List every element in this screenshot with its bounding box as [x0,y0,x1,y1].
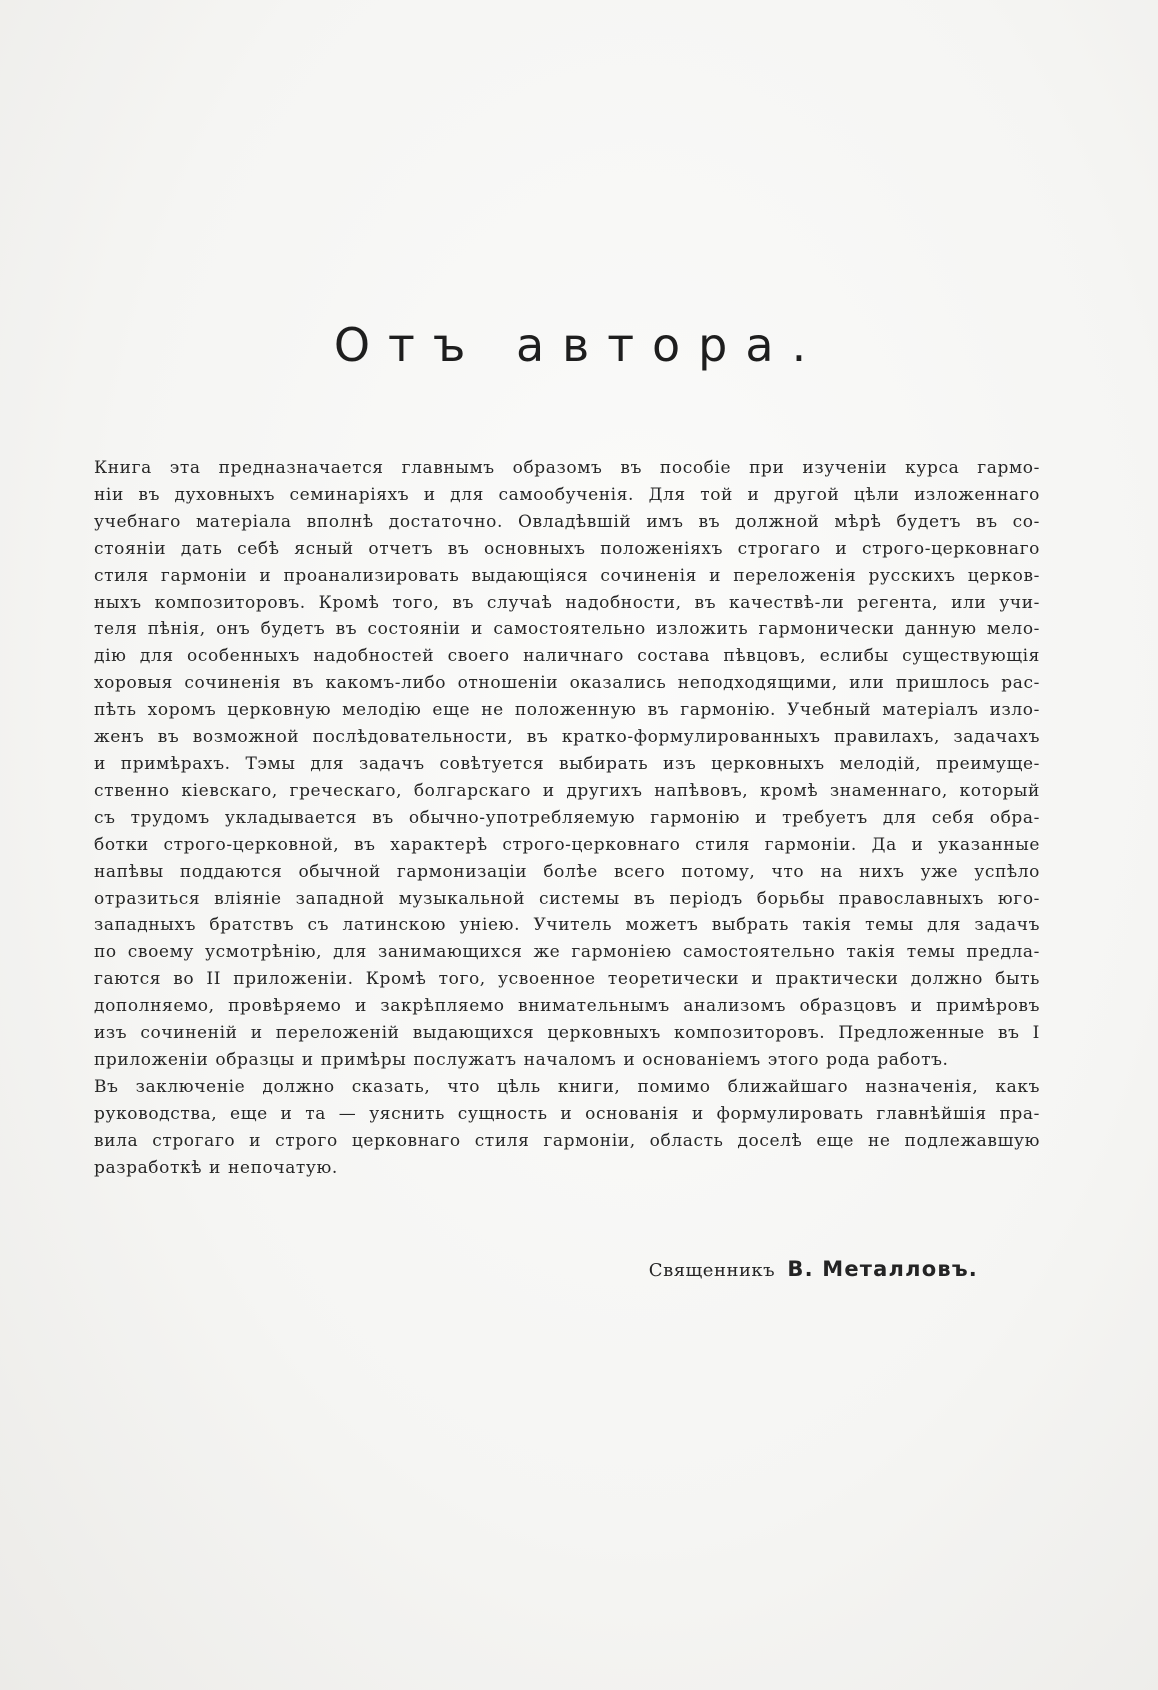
text-line: хоровыя сочиненія въ какомъ-либо отношеніи оказались неподходящими, или пришлось рас- [94,673,1040,694]
text-line: изъ сочиненій и переложеній выдающихся церковныхъ композиторовъ. Предложенные въ I [94,1023,1040,1044]
text-line: Въ заключеніе должно сказать, что цѣль книги, помимо ближайшаго назначенія, какъ [94,1076,1040,1097]
text-line: вила строгаго и строго церковнаго стиля гармоніи, область доселѣ еще не подлежавшую [94,1130,1040,1151]
text-line: учебнаго матеріала вполнѣ достаточно. Овладѣвшій имъ въ должной мѣрѣ будетъ въ со- [94,511,1040,532]
text-line: ственно кіевскаго, греческаго, болгарскаго и другихъ напѣвовъ, кромѣ знаменнаго, который [94,780,1040,801]
text-line: стиля гармоніи и проанализировать выдающіяся сочиненія и переложенія русскихъ церков- [94,565,1040,586]
body-text [94,455,1040,1181]
text-line: западныхъ братствъ съ латинскою уніею. Учитель можетъ выбрать такія темы для задачъ [94,915,1040,936]
text-line: отразиться вліяніе западной музыкальной системы въ періодъ борьбы православныхъ юго- [94,888,1040,909]
text-line: по своему усмотрѣнію, для занимающихся же гармоніею самостоятельно такія темы предла- [94,942,1040,963]
text-line: приложеніи образцы и примѣры послужатъ началомъ и основаніемъ этого рода работъ. [94,1049,949,1070]
page-heading: Отъ автора. [333,318,825,372]
text-line: Книга эта предназначается главнымъ образомъ въ пособіе при изученіи курса гармо- [94,458,1040,478]
text-line: руководства, еще и та — уяснить сущность и основанія и формулировать главнѣйшія пра- [94,1103,1040,1124]
text-line: ботки строго-церковной, въ характерѣ строго-церковнаго стиля гармоніи. Да и указанные [94,834,1040,855]
text-line: стояніи дать себѣ ясный отчетъ въ основныхъ положеніяхъ строгаго и строго-церковнаго [94,538,1040,559]
text-line: разработкѣ и непочатую. [94,1157,338,1178]
signature-title: Священникъ [648,1260,776,1281]
author-signature [649,1257,978,1281]
text-line: пѣть хоромъ церковную мелодію еще не положенную въ гармонію. Учебный матеріалъ изло- [94,700,1040,721]
signature-name: В. Металловъ. [787,1257,978,1281]
paragraph-2 [94,1074,1040,1182]
text-line: теля пѣнія, онъ будетъ въ состояніи и самостоятельно изложить гармонически данную мело- [94,619,1040,640]
text-line: дополняемо, провѣряемо и закрѣпляемо внимательнымъ анализомъ образцовъ и примѣровъ [94,996,1040,1017]
text-line: ныхъ композиторовъ. Кромѣ того, въ случаѣ надобности, въ качествѣ-ли регента, или учи- [94,592,1040,613]
text-line: и примѣрахъ. Тэмы для задачъ совѣтуется выбирать изъ церковныхъ мелодій, преимуще- [94,753,1040,774]
text-line: съ трудомъ укладывается въ обычно-употребляемую гармонію и требуетъ для себя обра- [94,807,1040,828]
paragraph-1 [94,455,1040,1074]
text-line: дію для особенныхъ надобностей своего наличнаго состава пѣвцовъ, еслибы существующія [94,646,1040,667]
text-line: гаются во II приложеніи. Кромѣ того, усвоенное теоретически и практически должно быть [94,969,1040,990]
text-line: ніи въ духовныхъ семинаріяхъ и для самообученія. Для той и другой цѣли изложеннаго [94,484,1040,505]
text-line: напѣвы поддаются обычной гармонизаціи болѣе всего потому, что на нихъ уже успѣло [94,861,1040,882]
text-line: женъ въ возможной послѣдовательности, въ кратко-формулированныхъ правилахъ, задачахъ [94,727,1040,748]
